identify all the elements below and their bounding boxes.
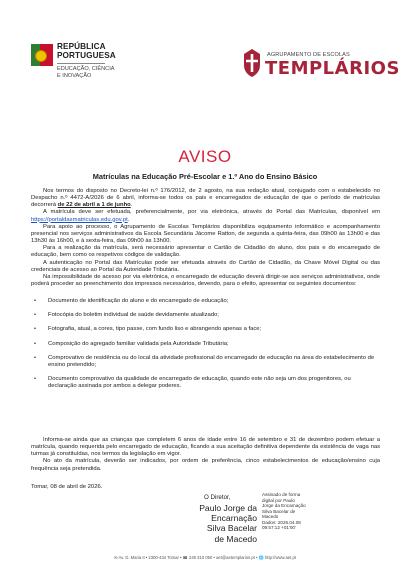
digital-signature-meta: Assinado de forma digital por Paulo Jorge da Encarnação Silva Bacelar de Macedo Dados: 2026.04.08 09:57:12 +01'00' (262, 492, 306, 530)
agrupamento-name: TEMPLÁRIOS (265, 58, 400, 79)
paragraph-legal-basis: Nos termos do disposto no Decreto-lei n.º 176/2012, de 2 agosto, na sua redação atual, conjugado com o estabelecido no Despacho n.º 4472-A/2026 de 6 abril, informa-se todos os pais e encarregados de educação de que o período de matrículas decorrerá de 22 de abril a 1 de junho. (31, 188, 380, 209)
list-item: • Composição do agregado familiar validada pela Autoridade Tributária; (34, 340, 229, 347)
paragraph-support: Para apoio ao processo, o Agrupamento de Escolas Templários disponibiliza equipamento informático e acompanhamento presencial nos serviços administrativos da Escola Secundária Jácome Ratton, de segunda a quinta-feira, das 09h00 às 13h00 e das 13h30 às 16h00, e à sexta-feira, das 09h00 às 13h00. (31, 223, 380, 245)
republic-title: REPÚBLICA PORTUGUESA (57, 42, 116, 60)
portuguese-flag-emblem-icon (31, 40, 53, 72)
paragraph-auth: A autenticação no Portal das Matrículas pode ser efetuada através do Cartão de Cidadão, da Chave Móvel Digital ou das credenciais de acesso ao Portal da Autoridade Tributária. (31, 259, 380, 273)
bullet-icon: • (34, 340, 37, 347)
page-title: AVISO (178, 147, 232, 166)
bullet-icon: • (34, 326, 37, 333)
paragraph-documents-intro: Na impossibilidade de acesso por via eletrónica, o encarregado de educação deverá dirigir-se aos serviços administrativos, onde poderá proceder ao preenchimento dos impressos necessários, devendo, para o efeito, apresentar os seguintes documentos: (31, 273, 380, 288)
bullet-icon: • (34, 298, 37, 304)
list-item: • Fotografia, atual, a cores, tipo passe, com fundo liso e abrangendo apenas a face; (34, 326, 262, 333)
enrollment-period: de 22 de abril a 1 de junho (57, 202, 131, 209)
paragraph-cc: Para a realização da matrícula, será necessário apresentar o Cartão de Cidadão do aluno, dos pais e do encarregado de educação, bem como os respetivos códigos de validação. (31, 245, 380, 259)
republic-divider (57, 63, 105, 64)
document-date: Tomar, 08 de abril de 2026. (31, 484, 103, 490)
page-subtitle: Matrículas na Educação Pré-Escolar e 1.º Ano do Ensino Básico (92, 172, 318, 181)
templarios-cross-icon (240, 48, 264, 78)
agrupamento-small-text: AGRUPAMENTO DE ESCOLAS (267, 52, 350, 58)
paragraph-early-enrollment: Informa-se ainda que as crianças que completem 6 anos de idade entre 16 de setembro e 31 de dezembro podem efetuar a matrícula, quando requerida pelo encarregado de educação, ficando a sua aceitação definitiva dependente da existência de vaga nas turmas já constituídas, nos termos da legislação em vigor. (31, 437, 380, 458)
list-item: • Fotocópia do boletim individual de saúde devidamente atualizado; (34, 312, 219, 319)
signature-name: Paulo Jorge da Encarnação Silva Bacelar de Macedo (199, 503, 257, 544)
paragraph-preferences: No ato da matrícula, deverão ser indicados, por ordem de preferência, cinco estabelecimentos de educação/ensino cuja frequência seja pretendida. (31, 458, 380, 472)
page-footer: ✉ Av. D. Maria II • 2300-434 Tomar • ☎ 249 310 050 • aet@aetemplarios.pt • 🌐 http://www.aet.pt (114, 555, 296, 560)
closing-text (31, 437, 380, 473)
bullet-icon: • (34, 354, 37, 361)
bullet-icon: • (34, 376, 37, 383)
agrupamento-templarios-logo (240, 48, 400, 88)
republic-subtitle: EDUCAÇÃO, CIÊNCIA E INOVAÇÃO (57, 66, 115, 79)
list-item: • Documento de identificação do aluno e do encarregado de educação; (34, 298, 229, 304)
republica-portuguesa-logo (31, 40, 161, 100)
list-item: • Documento comprovativo da qualidade de encarregado de educação, quando este não seja um dos progenitores, ou declaração assinada por ambos a delegar poderes. (34, 376, 351, 390)
portal-link[interactable]: https://portaldasmatriculas.edu.gov.pt (31, 216, 128, 223)
list-item: • Comprovativo de residência ou do local da atividade profissional do encarregado de educação na área do estabelecimento de ensino pretendido; (34, 354, 375, 369)
signature-role: O Diretor, (204, 494, 231, 501)
bullet-icon: • (34, 312, 37, 319)
paragraph-portal: A matrícula deve ser efetuada, preferencialmente, por via eletrónica, através do Portal das Matrículas, disponível em https://portaldasmatriculas.edu.gov.pt. (31, 209, 380, 223)
body-text (31, 188, 380, 288)
documents-list (34, 298, 378, 398)
